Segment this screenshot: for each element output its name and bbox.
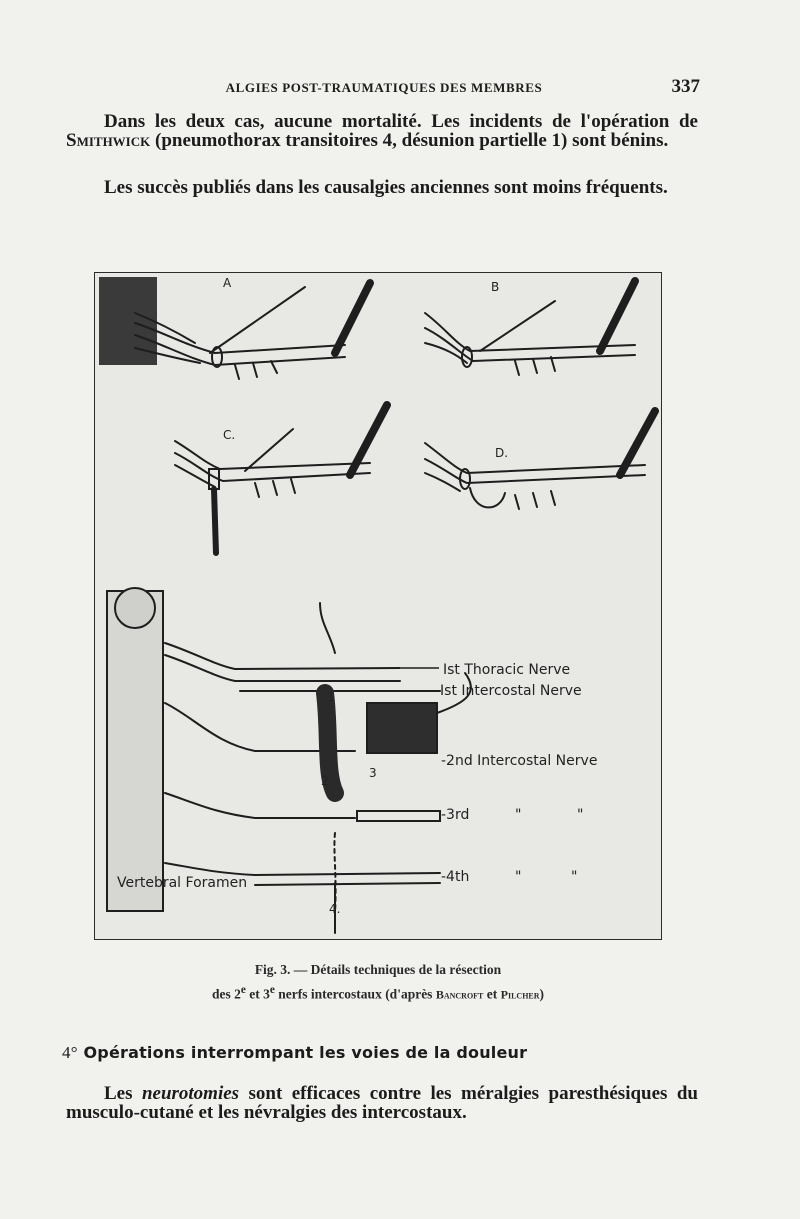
number-label-3: 3	[369, 766, 377, 780]
caption-line-1: Fig. 3. — Détails techniques de la résection	[254, 962, 502, 977]
term-neurotomies: neurotomies	[141, 1083, 240, 1104]
ditto-mark-3rd-b: "	[577, 807, 584, 823]
panel-b-drawing	[425, 281, 635, 375]
paragraph-2-text: Les succès publiés dans les causalgies anciennes sont moins fréquents.	[104, 177, 668, 198]
caption-line-2-start: des 2	[211, 986, 241, 1002]
panel-a-drawing	[99, 277, 370, 379]
author-bancroft: Bancroft	[435, 987, 484, 1002]
number-label-1: 1	[327, 690, 335, 704]
ditto-mark-4th-b: "	[571, 869, 578, 885]
paragraph-1	[66, 112, 698, 150]
nerve-resection-drawing	[95, 273, 663, 941]
label-1st-intercostal-nerve: -Ist Intercostal Nerve	[435, 683, 582, 699]
panel-d-drawing	[425, 411, 655, 509]
author-pilcher: Pilcher	[500, 987, 540, 1002]
paragraph-1-start: Dans les deux cas, aucune mortalité. Les incidents de l'opération de	[104, 111, 698, 132]
label-2nd-intercostal-nerve: -2nd Intercostal Nerve	[441, 753, 598, 769]
panel-label-c: C.	[223, 428, 236, 442]
author-smithwick: Smithwick	[66, 130, 151, 151]
panel-label-a: A	[223, 276, 232, 290]
ditto-mark-3rd-a: "	[515, 807, 522, 823]
caption-superscript-1: e	[240, 984, 246, 996]
figure-caption	[94, 960, 662, 1005]
label-vertebral-foramen: Vertebral Foramen	[117, 875, 248, 891]
panel-c-drawing	[175, 405, 387, 553]
caption-line-2	[94, 980, 662, 1005]
panel-label-b: B	[491, 280, 500, 294]
final-paragraph-end: sont efficaces contre les méralgies paresthésiques du musculo-cutané et les névralgies des intercostaux.	[66, 1083, 699, 1123]
caption-line-2-end: )	[539, 986, 545, 1002]
final-paragraph	[66, 1084, 698, 1122]
page-header	[68, 76, 700, 100]
label-3rd: -3rd	[441, 807, 470, 823]
label-1st-thoracic-nerve: Ist Thoracic Nerve	[443, 662, 571, 678]
section-number: 4°	[62, 1043, 78, 1062]
paragraph-2	[66, 178, 698, 197]
running-title: ALGIES POST-TRAUMATIQUES DES MEMBRES	[225, 80, 543, 95]
label-4th: -4th	[441, 869, 470, 885]
ditto-mark-4th-a: "	[515, 869, 522, 885]
number-label-2: 2	[321, 774, 329, 788]
paragraph-1-end: (pneumothorax transitoires 4, désunion partielle 1) sont bénins.	[150, 130, 669, 151]
figure-illustration	[94, 272, 662, 940]
caption-line-2-mid: et 3	[245, 986, 270, 1002]
caption-line-2-mid2: nerfs intercostaux (d'après	[274, 986, 436, 1002]
section-heading	[62, 1043, 712, 1063]
page-number: 337	[671, 76, 700, 97]
panel-label-d: D.	[495, 446, 509, 460]
final-paragraph-start: Les	[104, 1083, 142, 1104]
caption-superscript-2: e	[269, 984, 275, 996]
caption-and: et	[483, 986, 501, 1002]
section-title: Opérations interrompant les voies de la douleur	[83, 1043, 528, 1062]
number-label-4: 4.	[329, 902, 341, 916]
